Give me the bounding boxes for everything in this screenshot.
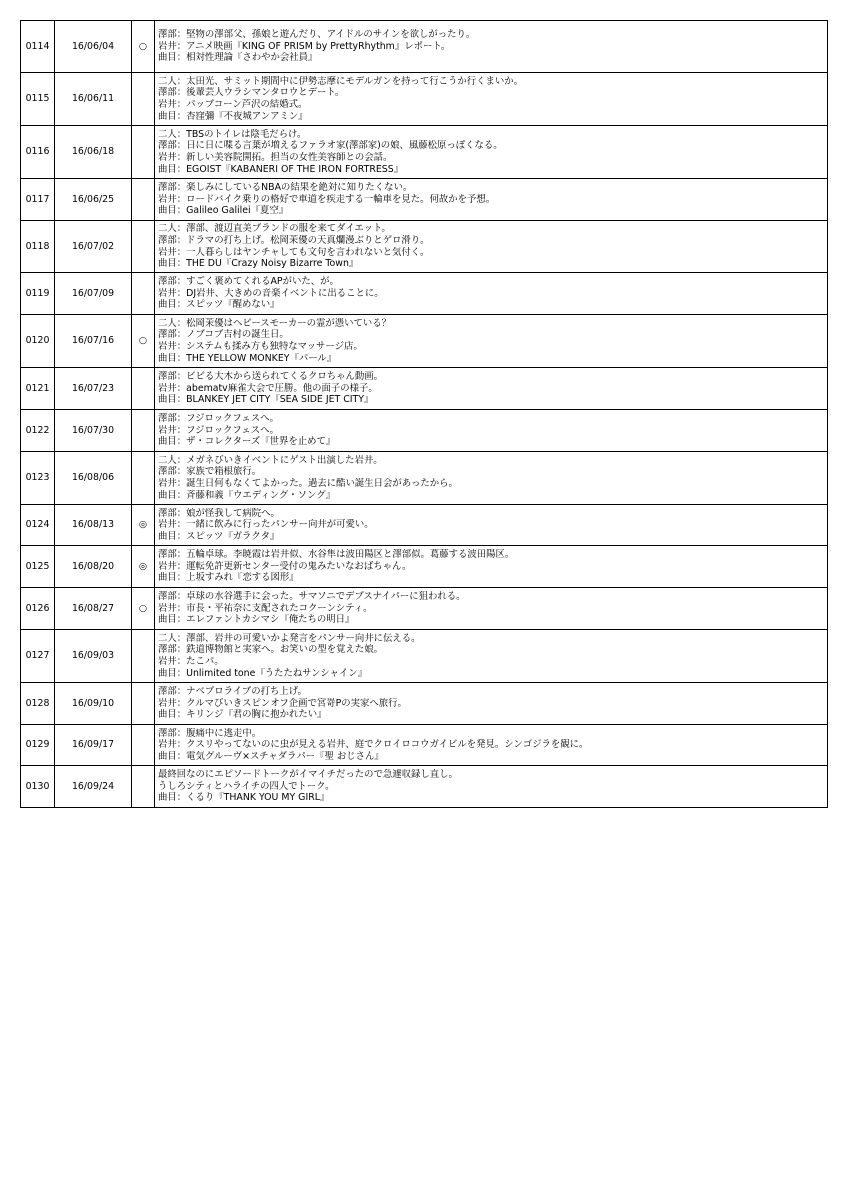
rating-mark <box>132 368 155 410</box>
note-line: 岩井：ロードバイク乗りの格好で車道を疾走する一輪車を見た。何故かを予想。 <box>158 193 496 205</box>
note-line: 澤部：ナベプロライブの打ち上げ。 <box>158 686 308 698</box>
note-line: 岩井：運転免許更新センター受付の鬼みたいなおばちゃん。 <box>158 560 412 572</box>
note-line: 岩井：クルマびいきスピンオフ企画で宮嵜Pの実家へ旅行。 <box>158 697 407 709</box>
episode-number: 0130 <box>21 766 55 808</box>
episode-number: 0122 <box>21 410 55 452</box>
rating-mark <box>132 630 155 683</box>
broadcast-date: 16/09/10 <box>55 683 132 725</box>
note-line: 曲目：エレファントカシマシ『俺たちの明日』 <box>158 614 355 626</box>
note-line: 岩井：abematv麻雀大会で圧勝。他の面子の様子。 <box>158 382 378 394</box>
episode-number: 0119 <box>21 273 55 315</box>
broadcast-date: 16/08/20 <box>55 546 132 588</box>
episode-number: 0123 <box>21 452 55 505</box>
table-row <box>21 683 828 725</box>
episode-notes <box>155 683 828 725</box>
rating-mark <box>132 452 155 505</box>
broadcast-date: 16/06/04 <box>55 21 132 73</box>
rating-mark: ◎ <box>132 505 155 546</box>
broadcast-date: 16/07/30 <box>55 410 132 452</box>
episode-number: 0125 <box>21 546 55 588</box>
note-line: 岩井：クスリやってないのに虫が見える岩井、庭でクロイロコウガイビルを発見。シンゴジラを観に。 <box>158 739 589 751</box>
episode-number: 0129 <box>21 725 55 766</box>
broadcast-date: 16/06/18 <box>55 126 132 179</box>
episode-rows <box>21 21 828 808</box>
note-line: 澤部：フジロックフェスへ。 <box>158 413 279 425</box>
note-line: 岩井：市長・平祐奈に支配されたコクーンシティ。 <box>158 602 373 614</box>
note-line: 二人：メガネびいきイベントにゲスト出演した岩井。 <box>158 454 383 466</box>
broadcast-date: 16/08/13 <box>55 505 132 546</box>
table-row <box>21 588 828 630</box>
episode-number: 0128 <box>21 683 55 725</box>
rating-mark <box>132 273 155 315</box>
note-line: 岩井：一緒に飲みに行ったパンサー向井が可愛い。 <box>158 519 374 531</box>
note-line: 澤部：ビビる大木から送られてくるクロちゃん動画。 <box>158 371 384 383</box>
table-row <box>21 73 828 126</box>
episode-notes <box>155 126 828 179</box>
note-line: 岩井：アニメ映画『KING OF PRISM by PrettyRhythm』レポート。 <box>158 40 451 52</box>
note-line: 二人：松岡茉優はヘビースモーカーの霊が憑いている？ <box>158 317 391 329</box>
episode-notes <box>155 505 828 546</box>
table-row <box>21 179 828 221</box>
note-line: 曲目：THE YELLOW MONKEY『パール』 <box>158 352 337 364</box>
episode-number: 0116 <box>21 126 55 179</box>
note-line: 曲目：斉藤和義『ウエディング・ソング』 <box>158 489 335 501</box>
broadcast-date: 16/09/17 <box>55 725 132 766</box>
note-line: 曲目：スピッツ『醒めない』 <box>158 299 280 311</box>
note-line: 二人：太田光、サミット期間中に伊勢志摩にモデルガンを持って行こうか行くまいか。 <box>158 75 523 87</box>
rating-mark <box>132 221 155 273</box>
episode-number: 0126 <box>21 588 55 630</box>
note-line: 二人：澤部、岩井の可愛いかよ発言をパンサー向井に伝える。 <box>158 632 421 644</box>
note-line: 岩井：システムも揉み方も独特なマッサージ店。 <box>158 341 363 352</box>
rating-mark: ○ <box>132 315 155 368</box>
episode-number: 0120 <box>21 315 55 368</box>
rating-mark: ○ <box>132 21 155 73</box>
episode-table <box>20 20 828 808</box>
note-line: 最終回なのにエピソードトークがイマイチだったので急遽収録し直し。 <box>158 769 458 781</box>
episode-number: 0117 <box>21 179 55 221</box>
note-line: 曲目：キリンジ『君の胸に抱かれたい』 <box>158 709 327 721</box>
note-line: 澤部：すごく褒めてくれるAPがいた、が。 <box>158 276 339 288</box>
note-line: 曲目：ザ・コレクターズ『世界を止めて』 <box>158 436 336 448</box>
broadcast-date: 16/07/16 <box>55 315 132 368</box>
note-line: 澤部：ドラマの打ち上げ。松岡茉優の天真爛漫ぶりとゲロ滑り。 <box>158 234 430 246</box>
episode-number: 0114 <box>21 21 55 73</box>
episode-notes <box>155 179 828 221</box>
table-row <box>21 221 828 273</box>
episode-notes <box>155 546 828 588</box>
rating-mark: ◎ <box>132 546 155 588</box>
note-line: 岩井：フジロックフェスへ。 <box>158 424 279 436</box>
note-line: 澤部：後輩芸人ウラシマンタロウとデート。 <box>158 87 345 99</box>
note-line: 岩井：たこパ。 <box>158 656 224 667</box>
broadcast-date: 16/09/24 <box>55 766 132 808</box>
broadcast-date: 16/08/06 <box>55 452 132 505</box>
note-line: 二人：澤部、渡辺直美ブランドの服を来てダイエット。 <box>158 223 391 235</box>
episode-notes <box>155 588 828 630</box>
note-line: 曲目：Unlimited tone『うたたねサンシャイン』 <box>158 667 367 679</box>
note-line: 岩井：新しい美容院開拓。担当の女性美容師との会話。 <box>158 152 393 163</box>
rating-mark <box>132 683 155 725</box>
table-row <box>21 21 828 73</box>
episode-notes <box>155 315 828 368</box>
table-row <box>21 505 828 546</box>
episode-number: 0127 <box>21 630 55 683</box>
rating-mark: ○ <box>132 588 155 630</box>
episode-notes <box>155 368 828 410</box>
episode-notes <box>155 21 828 73</box>
table-row <box>21 315 828 368</box>
episode-notes <box>155 766 828 808</box>
table-row <box>21 368 828 410</box>
table-row <box>21 766 828 808</box>
episode-number: 0124 <box>21 505 55 546</box>
episode-number: 0121 <box>21 368 55 410</box>
note-line: 岩井：DJ岩井、大きめの音楽イベントに出ることに。 <box>158 287 384 299</box>
note-line: うしろシティとハライチの四人でトーク。 <box>158 780 335 792</box>
note-line: 澤部：日に日に喋る言葉が増えるファラオ家(澤部家)の娘、風藤松原っぽくなる。 <box>158 140 503 152</box>
note-line: 澤部：卓球の水谷選手に会った。サマソニでデブスナイパーに狙われる。 <box>158 591 466 603</box>
episode-notes <box>155 73 828 126</box>
episode-notes <box>155 630 828 683</box>
note-line: 澤部：楽しみにしているNBAの結果を絶対に知りたくない。 <box>158 182 413 194</box>
table-row <box>21 410 828 452</box>
table-row <box>21 273 828 315</box>
note-line: 曲目：THE DU『Crazy Noisy Bizarre Town』 <box>158 258 359 270</box>
note-line: 曲目：スピッツ『ガラクタ』 <box>158 530 280 542</box>
table-row <box>21 546 828 588</box>
episode-notes <box>155 725 828 766</box>
note-line: 澤部：堅物の澤部父、孫娘と遊んだり、アイドルのサインを欲しがったり。 <box>158 29 476 41</box>
rating-mark <box>132 766 155 808</box>
table-row <box>21 630 828 683</box>
episode-notes <box>155 410 828 452</box>
broadcast-date: 16/07/02 <box>55 221 132 273</box>
note-line: 澤部：家族で箱根旅行。 <box>158 466 262 478</box>
note-line: 曲目：杏窪彌『不夜城アンアミン』 <box>158 110 308 122</box>
note-line: 澤部：腹痛中に逃走中。 <box>158 727 262 739</box>
episode-notes <box>155 221 828 273</box>
rating-mark <box>132 410 155 452</box>
note-line: 澤部：娘が怪我して病院へ。 <box>158 507 280 519</box>
note-line: 曲目：Galileo Galilei『夏空』 <box>158 205 289 217</box>
note-line: 曲目：電気グルーヴ×スチャダラパー『聖 おじさん』 <box>158 750 384 762</box>
note-line: 曲目：EGOIST『KABANERI OF THE IRON FORTRESS』 <box>158 163 404 175</box>
table-row <box>21 725 828 766</box>
note-line: 澤部：鉄道博物館と実家へ。お笑いの型を覚えた娘。 <box>158 644 384 656</box>
note-line: 岩井：誕生日何もなくてよかった。過去に酷い誕生日会があったから。 <box>158 478 458 489</box>
table-row <box>21 126 828 179</box>
episode-number: 0115 <box>21 73 55 126</box>
rating-mark <box>132 126 155 179</box>
table-row <box>21 452 828 505</box>
broadcast-date: 16/06/25 <box>55 179 132 221</box>
rating-mark <box>132 179 155 221</box>
rating-mark <box>132 73 155 126</box>
episode-notes <box>155 452 828 505</box>
note-line: 曲目：くるり『THANK YOU MY GIRL』 <box>158 792 330 804</box>
broadcast-date: 16/07/09 <box>55 273 132 315</box>
broadcast-date: 16/08/27 <box>55 588 132 630</box>
note-line: 澤部：五輪卓球。李暁霞は岩井似、水谷隼は波田陽区と澤部似。葛藤する波田陽区。 <box>158 549 515 561</box>
note-line: 曲目：相対性理論『さわやか会社員』 <box>158 52 318 64</box>
broadcast-date: 16/09/03 <box>55 630 132 683</box>
note-line: 曲目：上坂すみれ『恋する図形』 <box>158 572 299 584</box>
broadcast-date: 16/06/11 <box>55 73 132 126</box>
episode-notes <box>155 273 828 315</box>
note-line: 曲目：BLANKEY JET CITY『SEA SIDE JET CITY』 <box>158 394 374 406</box>
note-line: 二人：TBSのトイレは陰毛だらけ。 <box>158 128 307 140</box>
broadcast-date: 16/07/23 <box>55 368 132 410</box>
episode-number: 0118 <box>21 221 55 273</box>
note-line: 岩井：パップコーン芦沢の結婚式。 <box>158 99 308 110</box>
note-line: 岩井：一人暮らしはヤンチャしても文句を言われないと気付く。 <box>158 246 430 258</box>
rating-mark <box>132 725 155 766</box>
note-line: 澤部：ノブコブ吉村の誕生日。 <box>158 329 289 341</box>
